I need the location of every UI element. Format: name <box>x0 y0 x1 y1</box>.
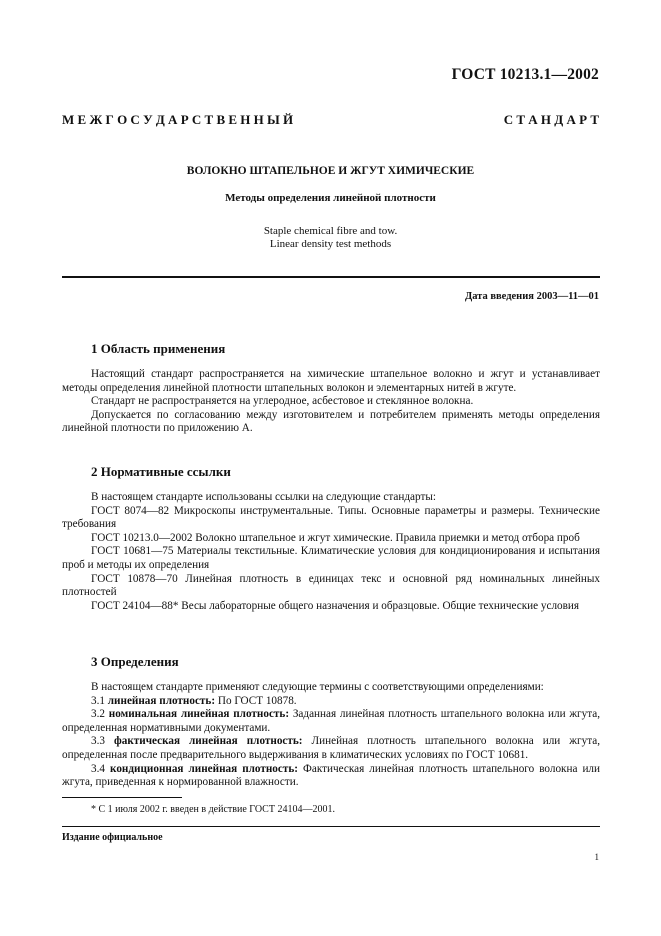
definition-number: 3.2 <box>91 708 105 721</box>
section-3-heading: 3 Определения <box>91 654 179 669</box>
definition-term: кондиционная линейная плотность: <box>110 762 299 775</box>
definition-number: 3.1 <box>91 694 105 707</box>
definition-text: Линейная плотность штапельного волокна или жгута, определенная после предварительного выдерживания в климатических условиях по ГОСТ 10681. <box>62 735 601 761</box>
reference-item: ГОСТ 8074—82 Микроскопы инструментальные. Типы. Основные параметры и размеры. Технические требования <box>62 504 600 531</box>
page-number: 1 <box>594 852 599 862</box>
section-1-body <box>62 368 600 436</box>
interstate-word: М Е Ж Г О С У Д А Р С Т В Е Н Н Ы Й <box>62 112 294 127</box>
section-2-heading: 2 Нормативные ссылки <box>91 464 231 479</box>
footnote-rule <box>62 797 182 798</box>
footnote: * С 1 июля 2002 г. введен в действие ГОСТ 24104—2001. <box>91 804 335 815</box>
paragraph: Допускается по согласованию между изготовителем и потребителем применять методы определения линейной плотности по приложению А. <box>62 408 600 435</box>
official-edition-label: Издание официальное <box>62 832 163 843</box>
paragraph: В настоящем стандарте использованы ссылки на следующие стандарты: <box>91 491 436 503</box>
reference-item: ГОСТ 10213.0—2002 Волокно штапельное и жгут химические. Правила приемки и метод отбора проб <box>91 531 580 544</box>
definition-number: 3.3 <box>91 735 105 748</box>
paragraph: В настоящем стандарте применяют следующие термины с соответствующими определениями: <box>91 681 544 693</box>
definition-text: Заданная линейная плотность штапельного волокна или жгута, определенная нормативными документами. <box>62 708 601 734</box>
definition-number: 3.4 <box>91 762 105 775</box>
introduction-date: Дата введения 2003—11—01 <box>464 291 599 302</box>
definition-item <box>62 735 600 762</box>
definition-term: фактическая линейная плотность: <box>114 735 303 748</box>
section-3-body <box>62 681 600 790</box>
document-title: ВОЛОКНО ШТАПЕЛЬНОЕ И ЖГУТ ХИМИЧЕСКИЕ <box>186 165 475 177</box>
standard-word: С Т А Н Д А Р Т <box>503 112 599 127</box>
section-2-body <box>62 491 600 613</box>
english-title-line-2: Linear density test methods <box>269 237 392 250</box>
document-code: ГОСТ 10213.1—2002 <box>451 66 599 83</box>
definition-text: Фактическая линейная плотность штапельного волокна или жгута, приведенная к нормированной влажности. <box>62 762 601 789</box>
reference-item: ГОСТ 10681—75 Материалы текстильные. Климатические условия для кондиционирования и испытания проб и методы их определения <box>62 545 600 571</box>
definition-item <box>62 763 600 790</box>
definition-item <box>62 695 600 709</box>
english-title <box>0 225 661 250</box>
header-rule <box>62 276 600 278</box>
paragraph: Стандарт не распространяется на углеродное, асбестовое и стеклянное волокна. <box>91 395 474 408</box>
section-1-heading: 1 Область применения <box>91 341 226 356</box>
definition-term: линейная плотность: <box>107 694 216 707</box>
interstate-standard-banner <box>62 112 599 128</box>
document-subtitle: Методы определения линейной плотности <box>225 192 436 204</box>
reference-item: ГОСТ 10878—70 Линейная плотность в единицах текс и основной ряд номинальных линейных плотностей <box>62 572 600 599</box>
english-title-line-1: Staple chemical fibre and tow. <box>263 225 398 237</box>
definition-term: номинальная линейная плотность: <box>108 708 290 721</box>
paragraph: Настоящий стандарт распространяется на химические штапельное волокно и жгут и устанавливает методы определения линейной плотности штапельных волокон и элементарных нитей в жгуте. <box>62 368 600 394</box>
reference-item: ГОСТ 24104—88* Весы лабораторные общего назначения и образцовые. Общие технические условия <box>91 599 580 612</box>
definition-item <box>62 708 600 735</box>
footer-rule <box>62 826 600 827</box>
definition-text: По ГОСТ 10878. <box>215 694 297 707</box>
